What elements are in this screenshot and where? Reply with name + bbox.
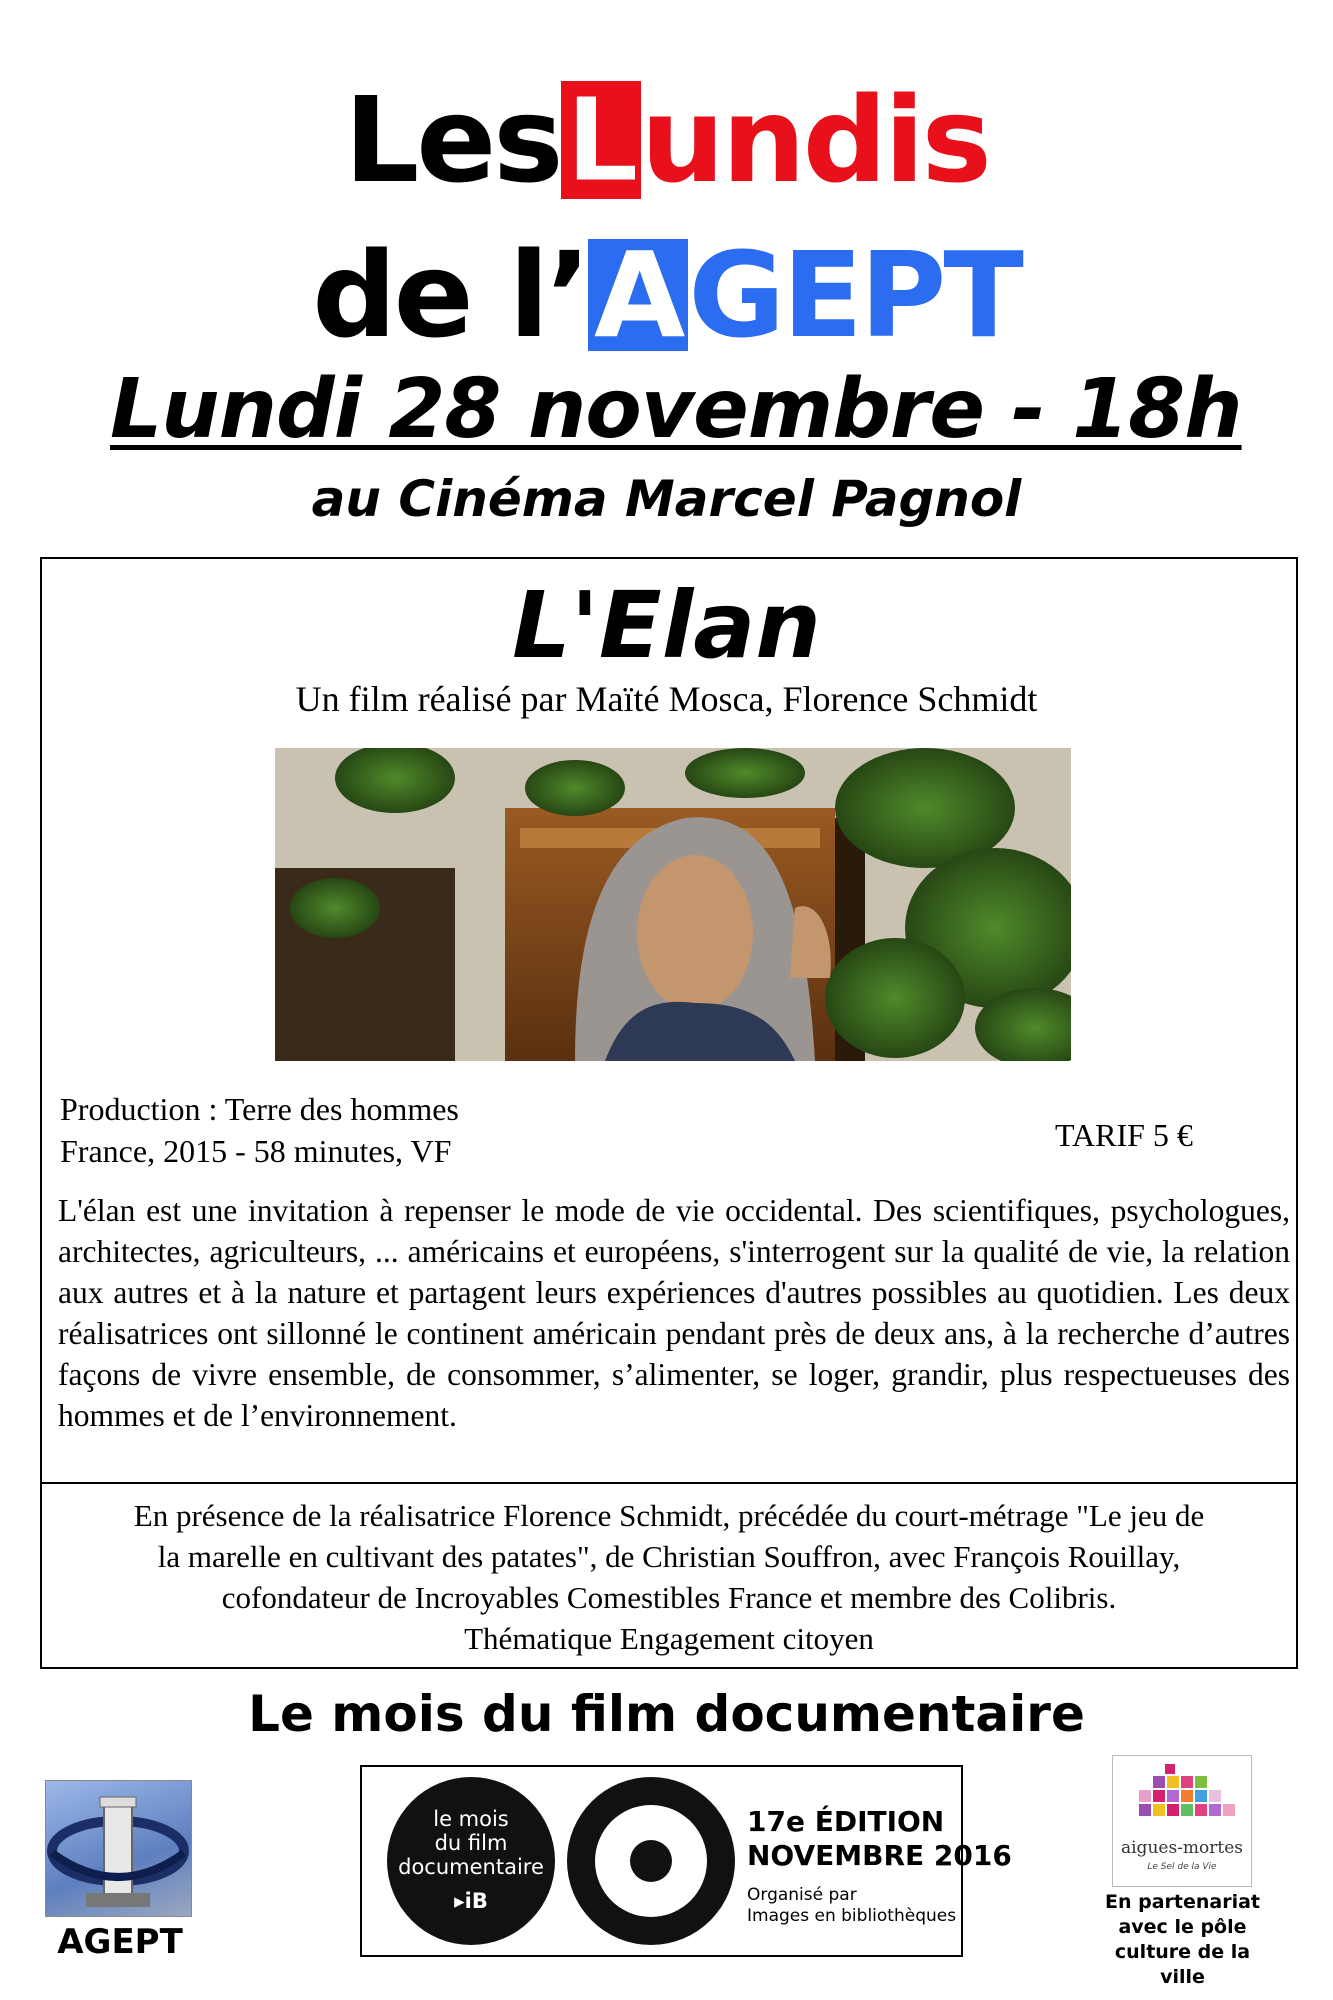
partner-line-4: ville [1160, 1966, 1205, 1988]
film-synopsis: L'élan est une invitation à repenser le mode de vie occidental. Des scientifiques, psychologues, architectes, agriculteurs, ... américains et européens, s'interrogent sur la qualité de vie, la relation aux autres et à la nature et partagent leurs expériences d'autres possibles au quotidien. Les deux réalisatrices ont sillonné le continent américain pendant près de deux ans, à la recherche d’autres façons de vivre ensemble, de consommer, s’alimenter, se loger, grandir, plus respectueuses des hommes et de l’environnement. [58, 1193, 1290, 1433]
film-still-photo [275, 748, 1071, 1061]
presence-info [40, 1495, 1298, 1659]
event-venue: au Cinéma Marcel Pagnol [311, 470, 1022, 528]
production-line: Production : Terre des hommes [60, 1091, 459, 1127]
production-info [60, 1088, 459, 1172]
mois-du-film-logo [360, 1765, 1012, 1957]
target-icon-dot [630, 1840, 672, 1882]
organizer-info [747, 1885, 956, 1927]
partner-line-1: En partenariat [1104, 1891, 1260, 1913]
mois-logo-text-3: documentaire [398, 1855, 544, 1879]
edition-month: NOVEMBRE 2016 [747, 1839, 1012, 1872]
film-details-line: France, 2015 - 58 minutes, VF [60, 1133, 452, 1169]
organizer-line-2: Images en bibliothèques [747, 1906, 957, 1926]
agept-label: AGEPT [57, 1922, 183, 1962]
mois-logo-text-1: le mois [433, 1807, 509, 1831]
event-date: Lundi 28 novembre - 18h [110, 362, 1242, 457]
partner-line-2: avec le pôle [1118, 1916, 1247, 1938]
mois-logo-circle [387, 1777, 555, 1945]
title-de: de l’ [312, 226, 589, 364]
title-line-1 [0, 70, 1333, 210]
section-divider [40, 1482, 1298, 1484]
aigues-mortes-logo [1112, 1755, 1252, 1887]
aigues-mortes-tagline: Le Sel de la Vie [1147, 1862, 1217, 1872]
edition-info [747, 1805, 1012, 1873]
title-line-2 [0, 225, 1333, 365]
presence-line-4: Thématique Engagement citoyen [464, 1621, 874, 1656]
organizer-line-1: Organisé par [747, 1885, 857, 1905]
title-A-box: A [588, 239, 688, 351]
mois-logo-text-2: du film [434, 1831, 508, 1855]
title-les: Les [344, 71, 561, 209]
edition-number: 17e ÉDITION [747, 1805, 945, 1838]
film-still-illustration [275, 748, 1071, 1061]
price-tarif: TARIF 5 € [1055, 1117, 1193, 1153]
presence-line-3: cofondateur de Incroyables Comestibles France et membre des Colibris. [221, 1580, 1117, 1615]
mois-du-film-title: Le mois du film documentaire [248, 1685, 1085, 1743]
film-title: L'Elan [512, 572, 821, 679]
partner-line-3: culture de la [1114, 1941, 1251, 1963]
aigues-mortes-mosaic-icon [1113, 1756, 1251, 1836]
film-credit: Un film réalisé par Maïté Mosca, Florence Schmidt [295, 679, 1038, 719]
aigues-mortes-name: aigues-mortes [1120, 1838, 1244, 1858]
title-undis: undis [640, 71, 989, 209]
partner-info [1095, 1890, 1270, 1990]
agept-logo [45, 1780, 192, 1917]
agept-tower-icon [46, 1781, 191, 1916]
title-gept: GEPT [688, 226, 1021, 364]
presence-line-2: la marelle en cultivant des patates", de Christian Souffron, avec François Rouillay, [157, 1539, 1181, 1574]
presence-line-1: En présence de la réalisatrice Florence Schmidt, précédée du court-métrage "Le jeu de [133, 1498, 1205, 1533]
mois-logo-ib: ▸iB [454, 1889, 488, 1913]
title-L-box: L [561, 81, 641, 199]
